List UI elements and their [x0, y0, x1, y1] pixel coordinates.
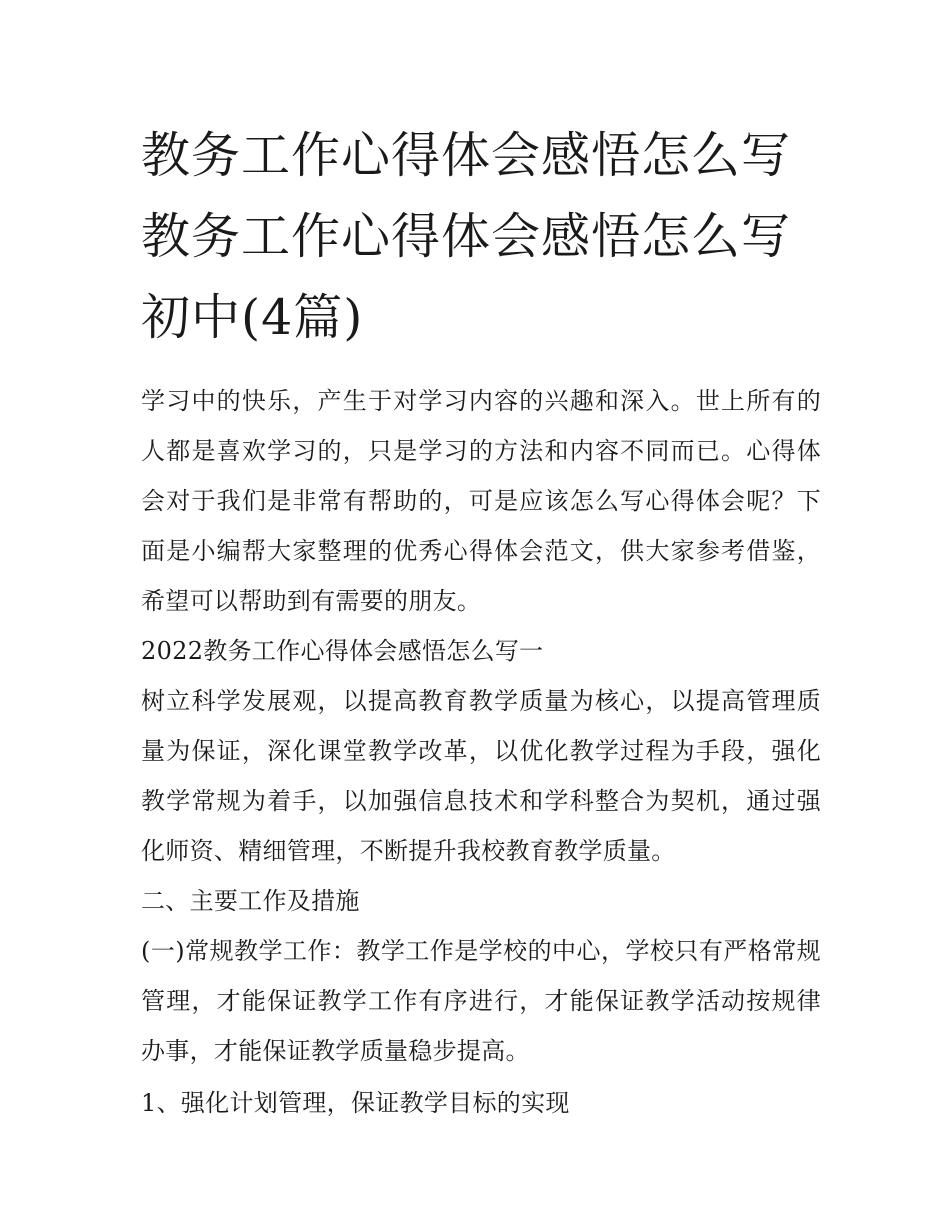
subheading-main-work: 二、主要工作及措施 — [141, 887, 360, 915]
list-item-1: 1、强化计划管理，保证教学目标的实现 — [141, 1089, 570, 1117]
body-paragraph-2: (一)常规教学工作：教学工作是学校的中心，学校只有严格常规管理，才能保证教学工作有序进行，才能保证教学活动按规律办事，才能保证教学质量稳步提高。 — [141, 937, 821, 1065]
document-page — [141, 115, 821, 1128]
document-title: 教务工作心得体会感悟怎么写教务工作心得体会感悟怎么写初中(4篇) — [141, 127, 792, 346]
intro-paragraph: 学习中的快乐，产生于对学习内容的兴趣和深入。世上所有的人都是喜欢学习的，只是学习的方法和内容不同而已。心得体会对于我们是非常有帮助的，可是应该怎么写心得体会呢？下面是小编帮大家整理的优秀心得体会范文，供大家参考借鉴，希望可以帮助到有需要的朋友。 — [141, 387, 821, 615]
section-heading: 2022教务工作心得体会感悟怎么写一 — [141, 637, 544, 665]
body-paragraph-1: 树立科学发展观，以提高教育教学质量为核心，以提高管理质量为保证，深化课堂教学改革，以优化教学过程为手段，强化教学常规为着手，以加强信息技术和学科整合为契机，通过强化师资、精细管理，不断提升我校教育教学质量。 — [141, 687, 821, 865]
